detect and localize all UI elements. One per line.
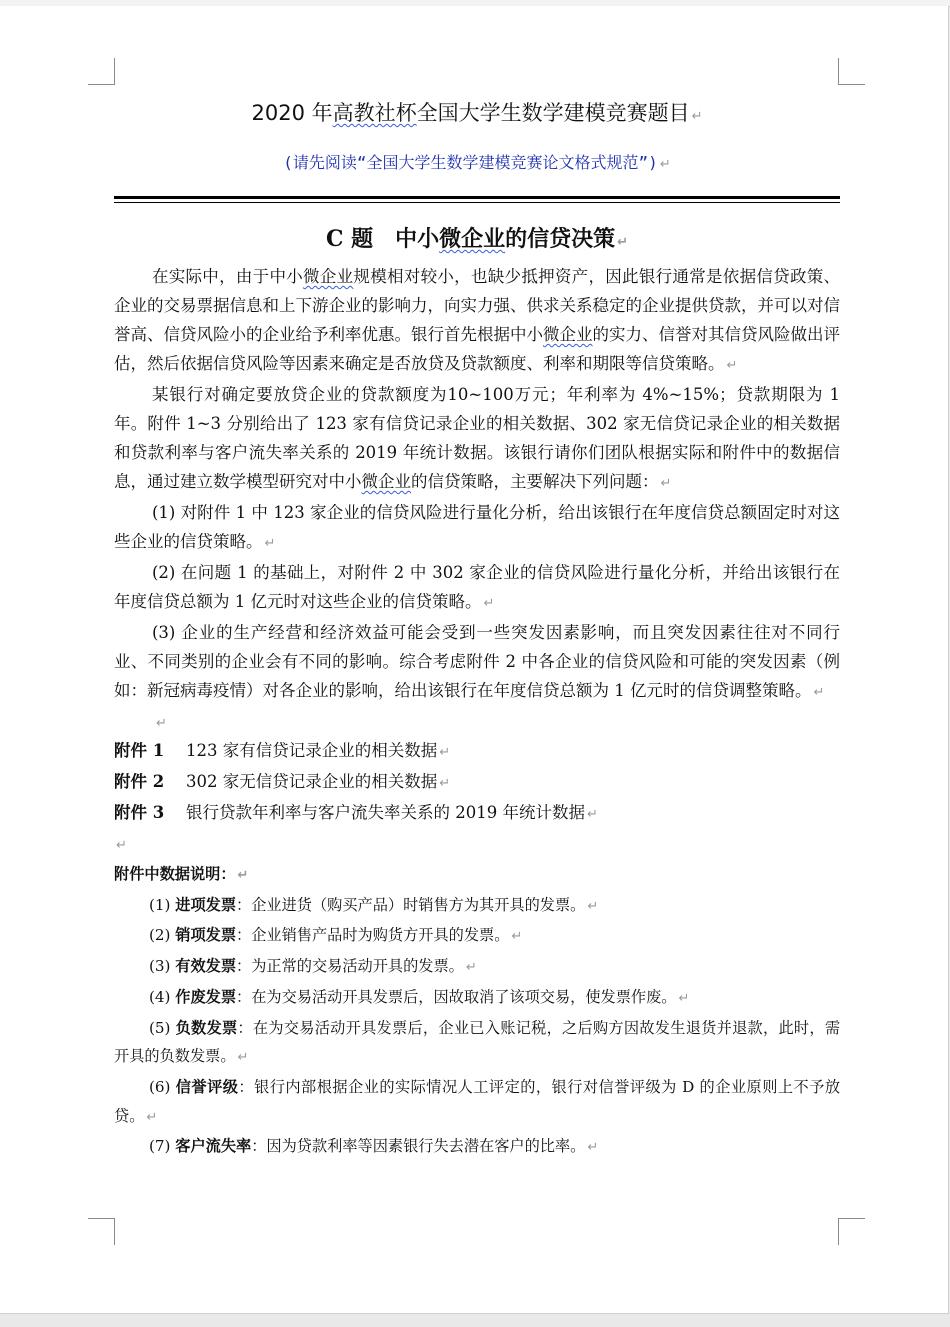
note-item: (4) 作废发票：在为交易活动开具发票后，因故取消了该项交易，使发票作废。 ↵ [148, 987, 690, 1006]
note-item: (1) 进项发票：企业进货（购买产品）时销售方为其开具的发票。 ↵ [148, 895, 599, 914]
paragraph-mark-icon: ↵ [146, 1109, 158, 1125]
spellcheck-underlined-text: 高教社杯 [332, 101, 417, 125]
question-item: (1) 对附件 1 中 123 家企业的信贷风险进行量化分析，给出该银行在年度信贷总额固定时对这些企业的信贷策略。 ↵ [114, 503, 840, 551]
paragraph-mark-icon: ↵ [156, 716, 167, 731]
spellcheck-underlined-text: 微企业 [361, 472, 411, 491]
note-item: (3) 有效发票：为正常的交易活动开具的发票。 ↵ [148, 957, 477, 976]
paragraph-intro: 在实际中，由于中小微企业规模相对较小，也缺少抵押资产，因此银行通常是依据信贷政策、企业的交易票据信息和上下游企业的影响力，向实力强、供求关系稳定的企业提供贷款，并可以对信誉高、信贷风险小的企业给予利率优惠。银行首先根据中小微企业的实力、信誉对其信贷风险做出评估，然后依据信贷风险等因素来确定是否放贷及贷款额度、利率和期限等信贷策略。 ↵ [114, 267, 841, 373]
paragraph-mark-icon: ↵ [237, 1050, 249, 1066]
crop-mark-top-left [88, 58, 115, 85]
paragraph-mark-icon: ↵ [726, 358, 738, 373]
document-body [114, 262, 840, 1163]
document-page [0, 6, 949, 1314]
paragraph-mark-icon: ↵ [439, 776, 451, 791]
paragraph-mark-icon: ↵ [439, 745, 451, 760]
paragraph-mark-icon: ↵ [659, 157, 671, 172]
paragraph-mark-icon: ↵ [483, 596, 495, 611]
notes-heading: 附件中数据说明： ↵ [114, 865, 249, 883]
paragraph-mark-icon: ↵ [586, 807, 598, 822]
problem-title: C 题 中小微企业的信贷决策 ↵ [325, 226, 629, 252]
crop-mark-bottom-left [88, 1218, 115, 1245]
paragraph-mark-icon: ↵ [264, 536, 276, 551]
title-divider-thin [114, 202, 840, 203]
paragraph-mark-icon: ↵ [587, 898, 599, 914]
paragraph-mark-icon: ↵ [617, 235, 629, 250]
paragraph-mark-icon: ↵ [813, 685, 825, 700]
note-item: (2) 销项发票：企业销售产品时为购货方开具的发票。 ↵ [148, 926, 523, 945]
question-item: (3) 企业的生产经营和经济效益可能会受到一些突发因素影响，而且突发因素往往对不同行业、不同类别的企业会有不同的影响。综合考虑附件 2 中各企业的信贷风险和可能的突发因素（例如：新冠病毒疫情）对各企业的影响，给出该银行在年度信贷总额为 1 亿元时的信贷调整策略。 ↵ [114, 623, 840, 700]
empty-paragraph [114, 829, 840, 860]
attachment-item: 附件 1 123 家有信贷记录企业的相关数据 ↵ [114, 741, 451, 760]
paragraph-mark-icon: ↵ [587, 1140, 599, 1156]
data-notes [114, 860, 840, 1163]
paragraph-mark-icon: ↵ [660, 476, 672, 491]
title-divider-thick [114, 196, 840, 199]
crop-mark-bottom-right [838, 1218, 865, 1245]
attachment-item: 附件 2 302 家无信贷记录企业的相关数据 ↵ [114, 772, 451, 791]
subtitle: (请先阅读“全国大学生数学建模竞赛论文格式规范”) ↵ [283, 153, 671, 172]
spellcheck-underlined-text: 微企业 [439, 226, 506, 252]
spellcheck-underlined-text: 微企业 [543, 325, 593, 344]
paragraph-mark-icon: ↵ [511, 929, 523, 945]
paragraph-task: 某银行对确定要放贷企业的贷款额度为10~100万元；年利率为 4%~15%；贷款期限为 1 年。附件 1~3 分别给出了 123 家有信贷记录企业的相关数据、302 家无信贷记录企业的相关数据和贷款利率与客户流失率关系的 2019 年统计数据。该银行请你们团队根据实际和附件中的数据信息，通过建立数学模型研究对中小微企业的信贷策略，主要解决下列问题： ↵ [114, 385, 840, 491]
paragraph-mark-icon: ↵ [116, 838, 127, 853]
crop-mark-top-right [838, 58, 865, 85]
spellcheck-underlined-text: 微企业 [303, 267, 354, 286]
attachment-item: 附件 3 银行贷款年利率与客户流失率关系的 2019 年统计数据 ↵ [114, 803, 598, 822]
empty-paragraph [114, 707, 840, 736]
paragraph-mark-icon: ↵ [237, 868, 249, 883]
paragraph-mark-icon: ↵ [691, 109, 703, 124]
paragraph-mark-icon: ↵ [678, 990, 690, 1006]
note-item: (5) 负数发票：在为交易活动开具发票后，企业已入账记税，之后购方因故发生退货并退款，此时，需开具的负数发票。 ↵ [114, 1018, 841, 1066]
question-item: (2) 在问题 1 的基础上，对附件 2 中 302 家企业的信贷风险进行量化分析，并给出该银行在年度信贷总额为 1 亿元时对这些企业的信贷策略。 ↵ [114, 563, 840, 611]
contest-title: 2020 年高教社杯全国大学生数学建模竞赛题目 ↵ [251, 101, 703, 125]
note-item: (7) 客户流失率：因为贷款利率等因素银行失去潜在客户的比率。 ↵ [148, 1137, 599, 1156]
paragraph-mark-icon: ↵ [465, 960, 477, 976]
note-item: (6) 信誉评级：银行内部根据企业的实际情况人工评定的，银行对信誉评级为 D 的企业原则上不予放贷。 ↵ [114, 1077, 841, 1125]
